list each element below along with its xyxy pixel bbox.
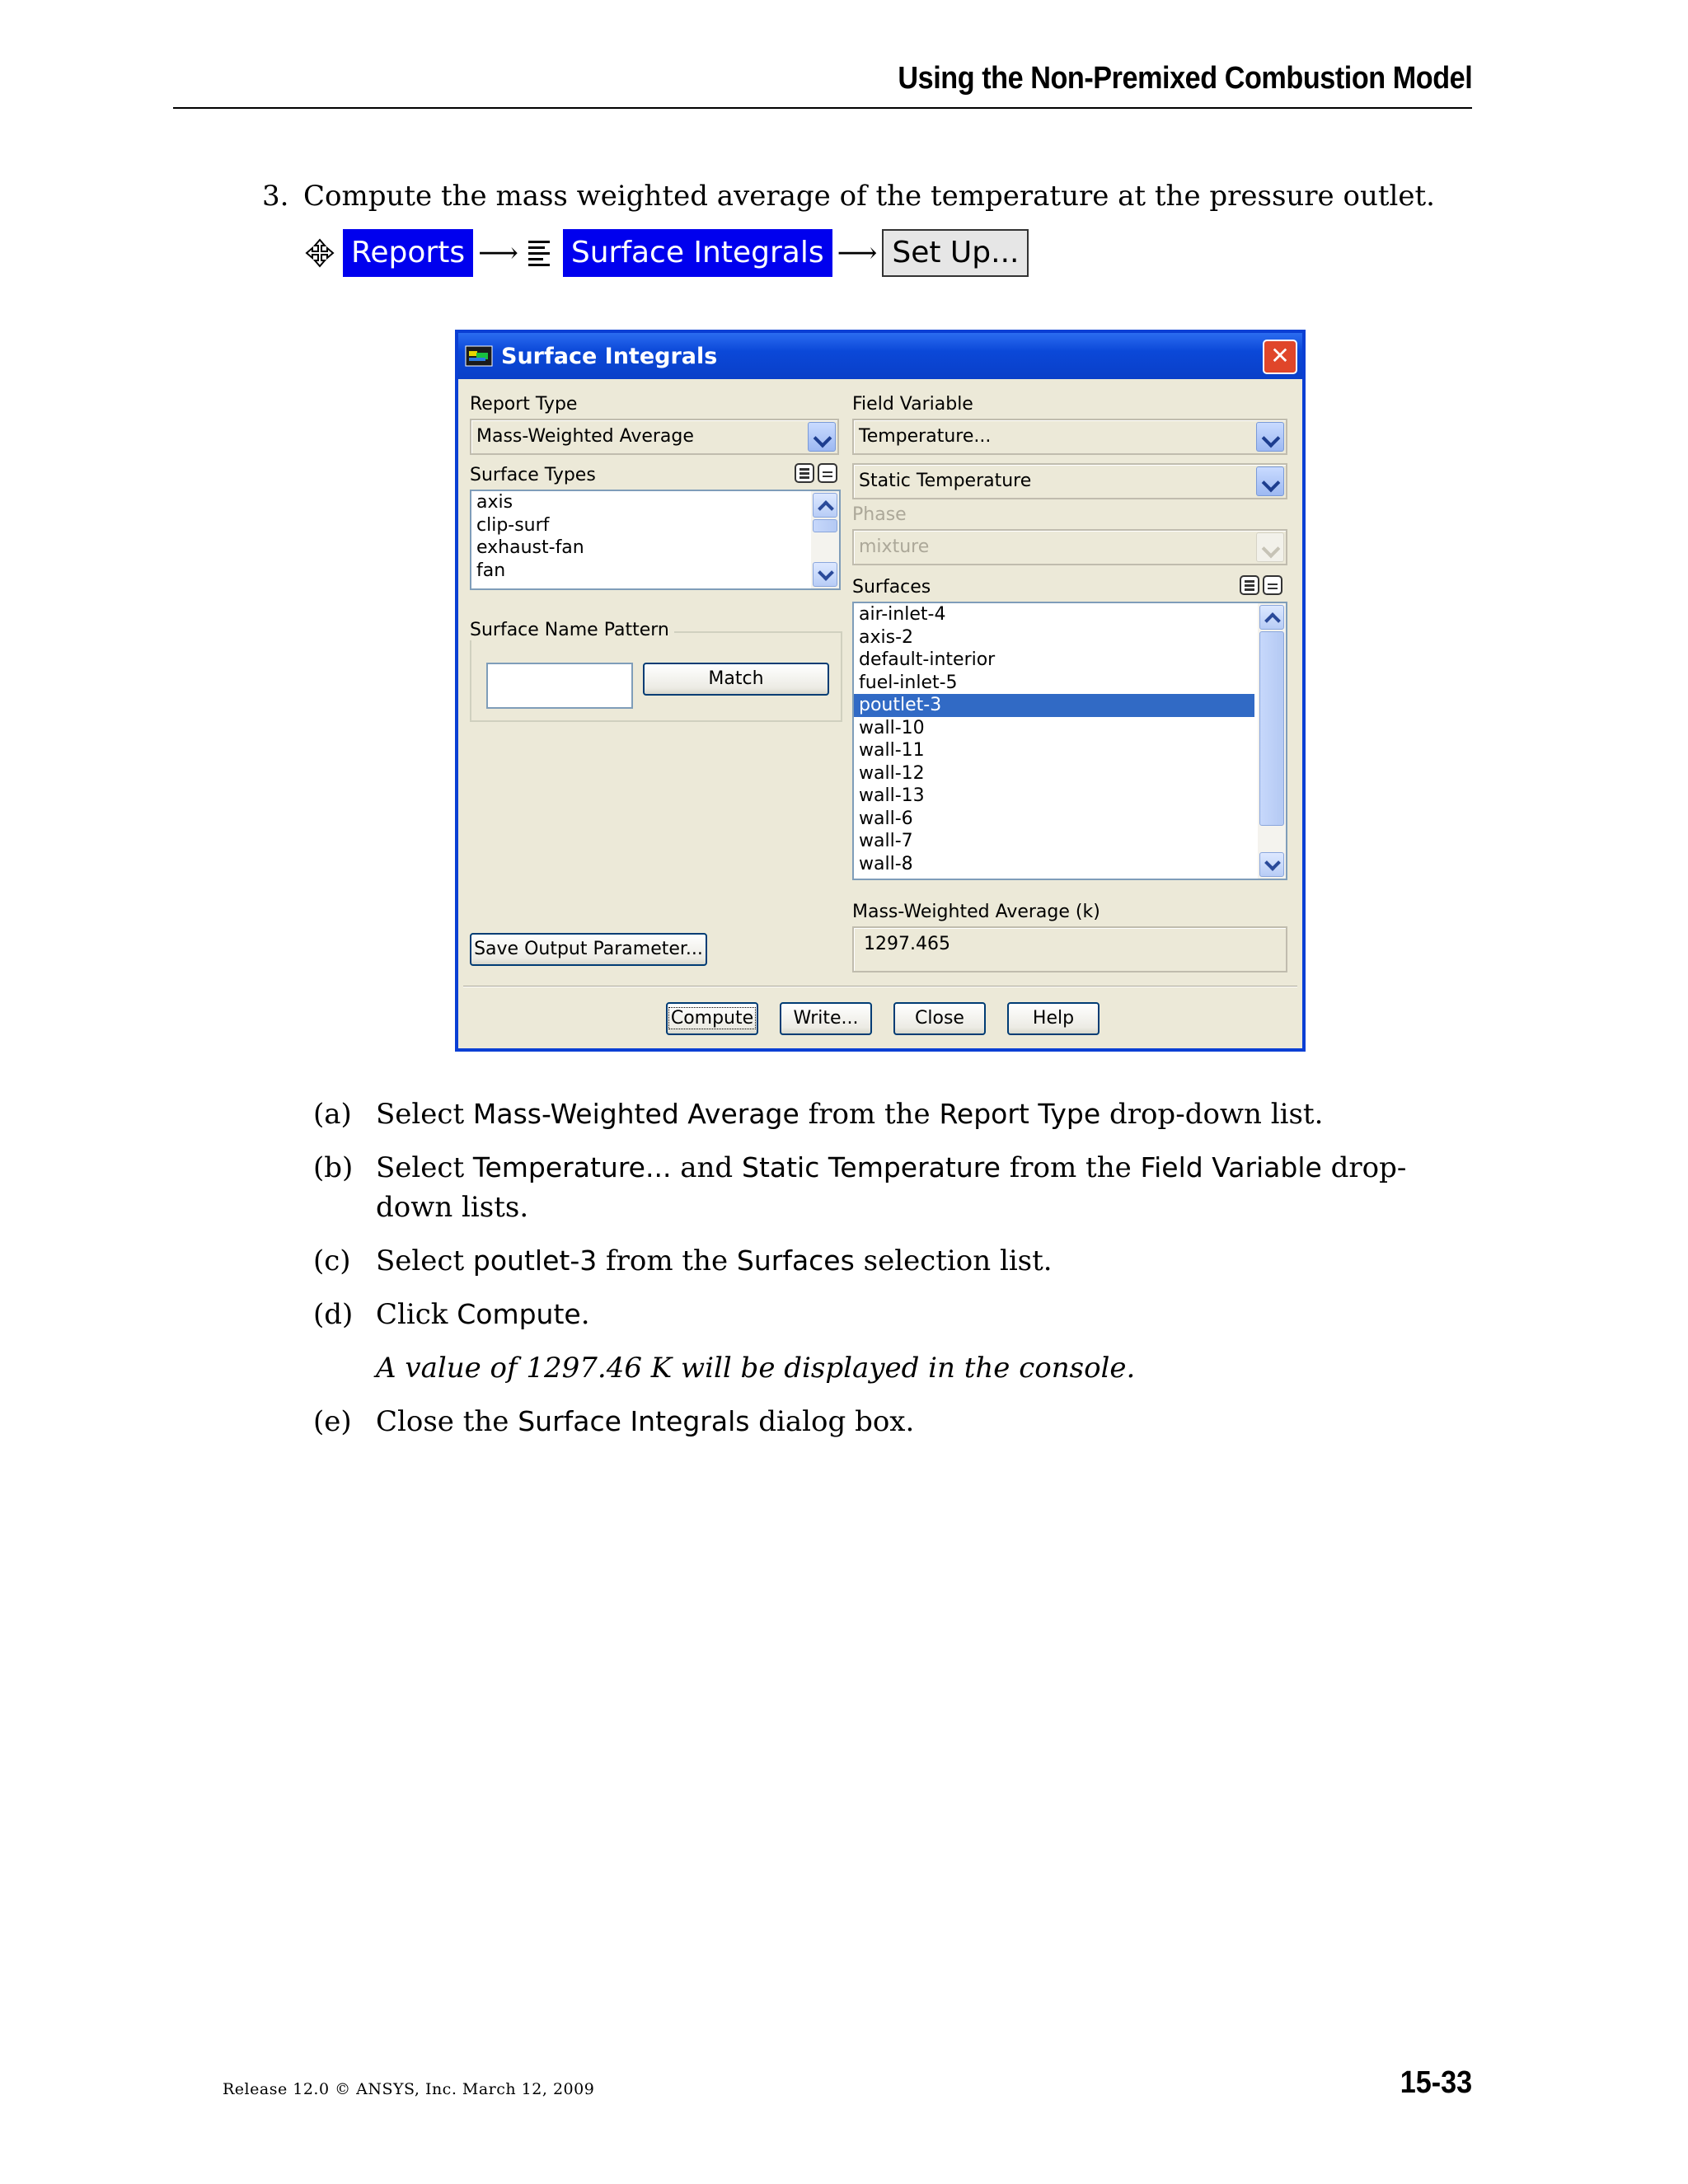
field-variable-label: Field Variable (852, 394, 973, 415)
close-button[interactable] (893, 1002, 986, 1035)
help-label: Help (1032, 1008, 1075, 1029)
close-icon[interactable]: ✕ (1263, 340, 1297, 374)
surfaces-label: Surfaces (852, 577, 931, 598)
move-arrows-icon (303, 237, 336, 269)
substep-text: and (671, 1151, 742, 1184)
surface-name-pattern-label: Surface Name Pattern (470, 620, 674, 640)
compute-label: Compute (668, 1007, 756, 1029)
menu-reports[interactable]: Reports (343, 229, 473, 277)
scroll-up-icon[interactable] (813, 493, 837, 518)
report-type-value: Mass-Weighted Average (476, 426, 694, 447)
scroll-thumb[interactable] (1259, 631, 1284, 826)
surface-integrals-dialog (455, 330, 1306, 1052)
ui-term: Temperature... (472, 1151, 672, 1183)
running-header: Using the Non-Premixed Combustion Model (898, 61, 1472, 96)
field-variable-value: Temperature... (859, 426, 992, 447)
substep-text: dialog box. (749, 1405, 915, 1438)
substep-text: Select (376, 1244, 473, 1277)
select-all-icon[interactable] (1240, 575, 1259, 595)
step-number: 3. (262, 180, 289, 213)
write-button[interactable] (780, 1002, 872, 1035)
save-output-parameter-button[interactable] (470, 933, 707, 966)
substep-label: (a) (313, 1098, 352, 1131)
list-item[interactable]: air-inlet-4 (859, 604, 946, 625)
substep-text: Select (376, 1151, 473, 1184)
substep-label: (e) (313, 1405, 352, 1438)
substep-text: Click (376, 1298, 457, 1331)
result-value-field (852, 926, 1287, 972)
chevron-down-icon[interactable] (1256, 422, 1284, 452)
match-button-label: Match (708, 668, 764, 689)
list-item[interactable]: wall-11 (859, 740, 925, 761)
field-variable-sub-value: Static Temperature (859, 471, 1032, 491)
result-value: 1297.465 (864, 934, 950, 954)
surface-types-list[interactable] (470, 490, 841, 590)
deselect-all-icon[interactable] (818, 463, 837, 483)
save-output-label: Save Output Parameter... (474, 939, 703, 959)
list-report-icon (527, 237, 555, 269)
substep-d (313, 1295, 1475, 1334)
substep-text: drop-down list. (1100, 1098, 1324, 1131)
substep-text: selection list. (854, 1244, 1053, 1277)
result-label: Mass-Weighted Average (k) (852, 902, 1100, 922)
list-item[interactable]: wall-12 (859, 762, 925, 784)
substep-text: from the (1000, 1151, 1141, 1184)
scroll-thumb[interactable] (813, 519, 837, 532)
step-3 (262, 180, 1435, 213)
menu-arrow-2: ⟶ (837, 237, 878, 269)
substeps (313, 1094, 1475, 1455)
list-item[interactable]: default-interior (859, 649, 996, 670)
compute-button[interactable] (666, 1002, 758, 1035)
substep-text: . (580, 1298, 590, 1331)
substep-text: Select (376, 1098, 473, 1131)
list-item-selected[interactable]: poutlet-3 (854, 694, 1254, 717)
menu-setup-button[interactable]: Set Up... (882, 229, 1029, 277)
list-item[interactable]: wall-8 (859, 853, 913, 874)
substep-a (313, 1094, 1475, 1134)
ui-term: poutlet-3 (472, 1244, 598, 1277)
menu-surface-integrals[interactable]: Surface Integrals (563, 229, 832, 277)
list-item[interactable]: axis-2 (859, 626, 914, 648)
menu-arrow: ⟶ (478, 237, 518, 269)
ui-term: Report Type (939, 1098, 1101, 1130)
substep-label: (b) (313, 1151, 354, 1184)
button-separator (463, 986, 1297, 987)
ui-term: Field Variable (1140, 1151, 1322, 1183)
substep-c (313, 1241, 1475, 1281)
list-item[interactable]: exhaust-fan (476, 537, 584, 558)
substep-text: from the (597, 1244, 737, 1277)
phase-dropdown (852, 529, 1287, 565)
header-rule (173, 107, 1472, 109)
ui-term: Surfaces (736, 1244, 855, 1277)
field-variable-dropdown[interactable] (852, 419, 1287, 455)
substep-text: Close the (376, 1405, 518, 1438)
report-type-dropdown[interactable] (470, 419, 839, 455)
chevron-down-icon[interactable] (1256, 466, 1284, 496)
footer-release: Release 12.0 © ANSYS, Inc. March 12, 2009 (223, 2080, 595, 2098)
substep-label: (c) (313, 1244, 351, 1277)
substep-text: drop-down lists. (376, 1151, 1407, 1224)
ui-term: Static Temperature (742, 1151, 1001, 1183)
list-item[interactable]: wall-13 (859, 785, 925, 806)
field-variable-sub-dropdown[interactable] (852, 463, 1287, 499)
report-type-label: Report Type (470, 394, 578, 415)
dialog-titlebar[interactable] (458, 333, 1302, 379)
scroll-up-icon[interactable] (1259, 605, 1284, 630)
list-item[interactable]: wall-6 (859, 808, 913, 829)
list-item[interactable]: wall-7 (859, 831, 913, 851)
substep-text: from the (799, 1098, 940, 1131)
phase-value: mixture (859, 537, 930, 557)
scroll-down-icon[interactable] (813, 562, 837, 587)
page-number: 15-33 (1400, 2065, 1472, 2100)
list-item[interactable]: clip-surf (476, 514, 550, 536)
surfaces-scrollbar[interactable] (1258, 603, 1286, 879)
ui-term: Compute (457, 1298, 581, 1330)
write-label: Write... (793, 1008, 859, 1029)
select-all-icon[interactable] (795, 463, 814, 483)
surface-types-label: Surface Types (470, 465, 596, 485)
app-icon (465, 344, 493, 368)
scroll-down-icon[interactable] (1259, 852, 1284, 877)
console-note: A value of 1297.46 K will be displayed in the console. (376, 1352, 1136, 1385)
list-item[interactable]: fan (476, 560, 506, 581)
surface-types-scrollbar[interactable] (811, 491, 839, 588)
list-item[interactable]: fuel-inlet-5 (859, 672, 958, 693)
chevron-down-icon[interactable] (808, 422, 836, 452)
surface-name-pattern-input[interactable] (486, 663, 633, 709)
menu-path (303, 229, 1029, 277)
ui-term: Mass-Weighted Average (472, 1098, 799, 1130)
chevron-down-icon (1256, 532, 1284, 562)
list-item[interactable]: wall-10 (859, 717, 925, 738)
list-item[interactable]: axis (476, 492, 513, 513)
help-button[interactable] (1007, 1002, 1100, 1035)
ui-term: Surface Integrals (518, 1405, 750, 1437)
deselect-all-icon[interactable] (1263, 575, 1282, 595)
dialog-title: Surface Integrals (501, 343, 718, 369)
step-text: Compute the mass weighted average of the temperature at the pressure outlet. (303, 180, 1435, 213)
close-label: Close (915, 1008, 964, 1029)
substep-label: (d) (313, 1298, 354, 1331)
substep-b (313, 1148, 1475, 1227)
substep-e (313, 1402, 1475, 1441)
match-button[interactable] (643, 663, 829, 696)
phase-label: Phase (852, 504, 907, 525)
surfaces-list[interactable] (852, 602, 1287, 880)
